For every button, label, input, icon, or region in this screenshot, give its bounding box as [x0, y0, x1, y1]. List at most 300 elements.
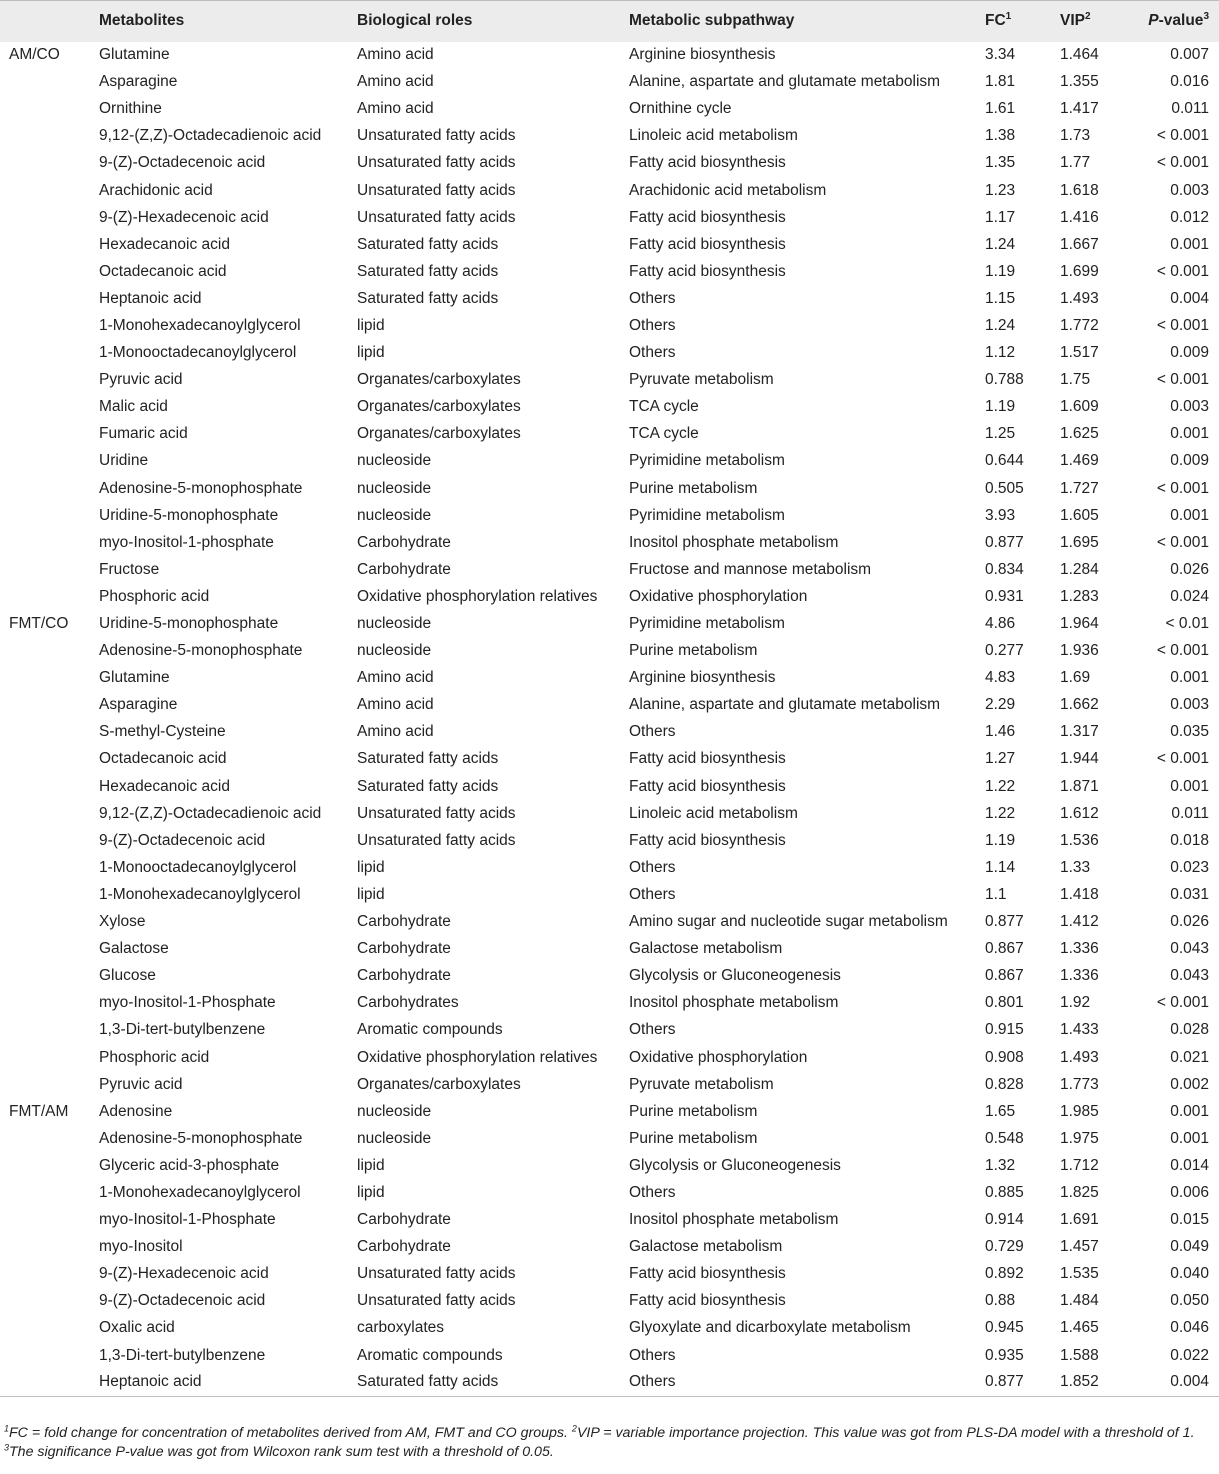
- cell-subpathway: Galactose metabolism: [629, 940, 783, 958]
- cell-subpathway: Galactose metabolism: [629, 1238, 783, 1256]
- cell-biological-role: Amino acid: [357, 100, 434, 118]
- cell-pvalue: 0.043: [1170, 940, 1209, 958]
- cell-biological-role: Oxidative phosphorylation relatives: [357, 587, 598, 605]
- cell-vip: 1.773: [1060, 1075, 1099, 1093]
- cell-fc: 1.24: [985, 235, 1016, 253]
- cell-fc: 3.34: [985, 46, 1016, 64]
- cell-subpathway: Fatty acid biosynthesis: [629, 235, 786, 253]
- cell-vip: 1.605: [1060, 506, 1099, 524]
- cell-vip: 1.536: [1060, 831, 1099, 849]
- cell-subpathway: Others: [629, 344, 676, 362]
- cell-fc: 0.877: [985, 1369, 1060, 1396]
- cell-subpathway: Fatty acid biosynthesis: [629, 208, 786, 226]
- cell-metabolite: Oxalic acid: [99, 1319, 175, 1337]
- cell-metabolite: Asparagine: [99, 73, 178, 91]
- cell-vip: 1.691: [1060, 1211, 1099, 1229]
- cell-pvalue: < 0.001: [1156, 642, 1209, 660]
- cell-fc: 2.29: [985, 696, 1016, 714]
- cell-group: [0, 1125, 99, 1152]
- header-vip-label: VIP: [1060, 12, 1085, 30]
- cell-subpathway: Fructose and mannose metabolism: [629, 560, 872, 578]
- cell-subpathway: Others: [629, 858, 676, 876]
- cell-biological-role: Unsaturated fatty acids: [357, 1292, 516, 1310]
- cell-vip: 1.985: [1060, 1102, 1099, 1120]
- cell-subpathway: TCA cycle: [629, 425, 699, 443]
- cell-group: [0, 204, 99, 231]
- cell-subpathway: Pyrimidine metabolism: [629, 615, 785, 633]
- table-row: [0, 827, 1219, 854]
- header-subpathway: Metabolic subpathway: [629, 1, 985, 42]
- header-p-sup: 3: [1203, 11, 1209, 23]
- cell-subpathway: Fatty acid biosynthesis: [629, 750, 786, 768]
- table-row: [0, 638, 1219, 665]
- cell-vip: 1.77: [1060, 154, 1091, 172]
- cell-group: [0, 312, 99, 339]
- cell-vip: 1.493: [1060, 289, 1099, 307]
- cell-fc: 1.81: [985, 73, 1016, 91]
- cell-group: [0, 177, 99, 204]
- cell-metabolite: 9-(Z)-Hexadecenoic acid: [99, 1265, 269, 1283]
- cell-fc: 1.25: [985, 425, 1016, 443]
- cell-pvalue: < 0.001: [1156, 533, 1209, 551]
- cell-pvalue: 0.043: [1170, 967, 1209, 985]
- cell-group: [0, 827, 99, 854]
- cell-metabolite: Uridine-5-monophosphate: [99, 506, 279, 524]
- cell-group: [0, 231, 99, 258]
- cell-pvalue: 0.001: [1170, 669, 1209, 687]
- cell-metabolite: Fructose: [99, 560, 160, 578]
- cell-subpathway: Linoleic acid metabolism: [629, 127, 798, 145]
- cell-vip: 1.75: [1060, 371, 1091, 389]
- cell-pvalue: 0.011: [1171, 100, 1209, 118]
- cell-fc: 1.19: [985, 262, 1016, 280]
- cell-metabolite: 9,12-(Z,Z)-Octadecadienoic acid: [99, 127, 322, 145]
- cell-metabolite: 1,3-Di-tert-butylbenzene: [99, 1021, 266, 1039]
- cell-fc: 0.644: [985, 452, 1024, 470]
- cell-group: [0, 394, 99, 421]
- cell-biological-role: nucleoside: [357, 615, 432, 633]
- cell-fc: 1.23: [985, 181, 1016, 199]
- cell-subpathway: Fatty acid biosynthesis: [629, 262, 786, 280]
- cell-subpathway: Glycolysis or Gluconeogenesis: [629, 967, 841, 985]
- cell-subpathway: Glycolysis or Gluconeogenesis: [629, 1156, 841, 1174]
- cell-group: [0, 881, 99, 908]
- cell-group: AM/CO: [9, 46, 60, 64]
- cell-group: [0, 1071, 99, 1098]
- cell-biological-role: Carbohydrate: [357, 533, 451, 551]
- cell-metabolite: myo-Inositol: [99, 1238, 183, 1256]
- table-row: [0, 96, 1219, 123]
- cell-biological-role: Organates/carboxylates: [357, 425, 521, 443]
- header-group: [0, 1, 99, 42]
- cell-subpathway: Oxidative phosphorylation: [629, 587, 808, 605]
- cell-group: [0, 909, 99, 936]
- table-row: [0, 529, 1219, 556]
- table-row: [0, 123, 1219, 150]
- cell-subpathway: Others: [629, 289, 676, 307]
- cell-fc: 0.505: [985, 479, 1024, 497]
- cell-biological-role: nucleoside: [357, 452, 432, 470]
- cell-pvalue: 0.016: [1170, 73, 1209, 91]
- cell-subpathway: Oxidative phosphorylation: [629, 1048, 808, 1066]
- cell-biological-role: Unsaturated fatty acids: [357, 181, 516, 199]
- cell-vip: 1.936: [1060, 642, 1099, 660]
- table-row: [0, 990, 1219, 1017]
- table-row: [0, 502, 1219, 529]
- cell-biological-role: lipid: [357, 1156, 385, 1174]
- table-row: [0, 367, 1219, 394]
- cell-metabolite: Phosphoric acid: [99, 1048, 210, 1066]
- cell-group: [0, 150, 99, 177]
- cell-subpathway: Pyruvate metabolism: [629, 1075, 774, 1093]
- cell-biological-role: nucleoside: [357, 506, 432, 524]
- table-row: [0, 1234, 1219, 1261]
- cell-group: [0, 638, 99, 665]
- header-fc: [985, 1, 1060, 42]
- cell-vip: 1.588: [1060, 1346, 1099, 1364]
- table-row: [0, 312, 1219, 339]
- table-row: [0, 1071, 1219, 1098]
- cell-vip: 1.662: [1060, 696, 1099, 714]
- cell-metabolite: Fumaric acid: [99, 425, 188, 443]
- cell-fc: 0.788: [985, 371, 1024, 389]
- cell-group: [0, 1342, 99, 1369]
- cell-pvalue: 0.004: [1170, 289, 1209, 307]
- cell-group: [0, 800, 99, 827]
- cell-metabolite: 1-Monooctadecanoylglycerol: [99, 858, 297, 876]
- cell-biological-role: lipid: [357, 1183, 385, 1201]
- table-row: [0, 394, 1219, 421]
- cell-fc: 1.19: [985, 398, 1016, 416]
- cell-fc: 0.88: [985, 1292, 1016, 1310]
- cell-subpathway: Pyruvate metabolism: [629, 371, 774, 389]
- cell-group: [0, 556, 99, 583]
- cell-metabolite: Uridine: [99, 452, 149, 470]
- cell-metabolite: Pyruvic acid: [99, 1075, 183, 1093]
- cell-metabolite: Glutamine: [99, 669, 170, 687]
- cell-biological-role: Oxidative phosphorylation relatives: [357, 1048, 598, 1066]
- header-p-italic: P: [1148, 12, 1159, 30]
- cell-fc: 1.22: [985, 804, 1016, 822]
- cell-fc: 0.908: [985, 1048, 1024, 1066]
- table-row: [0, 475, 1219, 502]
- cell-fc: 1.61: [985, 100, 1016, 118]
- cell-fc: 3.93: [985, 506, 1016, 524]
- table-row: [0, 231, 1219, 258]
- cell-metabolite: Heptanoic acid: [99, 1369, 357, 1396]
- cell-subpathway: Others: [629, 1183, 676, 1201]
- cell-vip: 1.417: [1060, 100, 1099, 118]
- cell-biological-role: Saturated fatty acids: [357, 777, 499, 795]
- cell-pvalue: 0.001: [1170, 1102, 1209, 1120]
- cell-vip: 1.618: [1060, 181, 1099, 199]
- cell-subpathway: Others: [629, 1346, 676, 1364]
- footnote-sup-1: 1: [4, 1423, 10, 1434]
- cell-subpathway: Fatty acid biosynthesis: [629, 1265, 786, 1283]
- cell-metabolite: Glucose: [99, 967, 156, 985]
- cell-vip: 1.699: [1060, 262, 1099, 280]
- table-row: [0, 1369, 1219, 1396]
- cell-biological-role: Amino acid: [357, 669, 434, 687]
- cell-fc: 1.15: [985, 289, 1016, 307]
- cell-metabolite: myo-Inositol-1-phosphate: [99, 533, 274, 551]
- cell-pvalue: 0.023: [1170, 858, 1209, 876]
- cell-fc: 0.915: [985, 1021, 1024, 1039]
- cell-group: [0, 773, 99, 800]
- cell-group: [0, 69, 99, 96]
- cell-metabolite: Arachidonic acid: [99, 181, 213, 199]
- table-row: [0, 909, 1219, 936]
- cell-subpathway: Others: [629, 885, 676, 903]
- cell-metabolite: 9-(Z)-Hexadecenoic acid: [99, 208, 269, 226]
- table-row: [0, 1261, 1219, 1288]
- table-row: [0, 854, 1219, 881]
- cell-metabolite: Adenosine-5-monophosphate: [99, 1129, 303, 1147]
- table-row: [0, 150, 1219, 177]
- cell-group: [0, 529, 99, 556]
- table-row: [0, 1017, 1219, 1044]
- cell-subpathway: Amino sugar and nucleotide sugar metabolism: [629, 913, 948, 931]
- cell-group: [0, 583, 99, 610]
- table-row: [0, 69, 1219, 96]
- cell-group: [0, 854, 99, 881]
- cell-metabolite: 9-(Z)-Octadecenoic acid: [99, 1292, 266, 1310]
- cell-vip: 1.975: [1060, 1129, 1099, 1147]
- table-row: [0, 1152, 1219, 1179]
- cell-subpathway: Glyoxylate and dicarboxylate metabolism: [629, 1319, 911, 1337]
- cell-metabolite: Uridine-5-monophosphate: [99, 615, 279, 633]
- cell-metabolite: 9-(Z)-Octadecenoic acid: [99, 154, 266, 172]
- cell-pvalue: 0.028: [1170, 1021, 1209, 1039]
- cell-vip: 1.772: [1060, 316, 1099, 334]
- cell-group: [0, 285, 99, 312]
- cell-biological-role: lipid: [357, 858, 385, 876]
- cell-group: FMT/AM: [9, 1102, 69, 1120]
- cell-metabolite: Heptanoic acid: [99, 289, 202, 307]
- cell-metabolite: 1-Monohexadecanoylglycerol: [99, 316, 301, 334]
- cell-biological-role: Carbohydrate: [357, 913, 451, 931]
- cell-pvalue: 0.049: [1170, 1238, 1209, 1256]
- cell-vip: 1.625: [1060, 425, 1099, 443]
- table-row: [0, 800, 1219, 827]
- table-row: [0, 1044, 1219, 1071]
- cell-biological-role: nucleoside: [357, 642, 432, 660]
- cell-vip: 1.283: [1060, 587, 1099, 605]
- cell-vip: 1.416: [1060, 208, 1099, 226]
- table-footnote: [4, 1424, 1196, 1462]
- cell-pvalue: 0.002: [1170, 1075, 1209, 1093]
- cell-pvalue: < 0.001: [1156, 316, 1209, 334]
- cell-fc: 1.27: [985, 750, 1016, 768]
- table-row: [0, 719, 1219, 746]
- cell-metabolite: 1-Monooctadecanoylglycerol: [99, 344, 297, 362]
- cell-subpathway: Arachidonic acid metabolism: [629, 181, 827, 199]
- cell-group: [0, 123, 99, 150]
- cell-metabolite: Octadecanoic acid: [99, 262, 227, 280]
- footnote-text-3: The significance P-value was got from Wilcoxon rank sum test with a threshold of 0.05.: [9, 1444, 554, 1460]
- table-row: [0, 881, 1219, 908]
- cell-fc: 1.24: [985, 316, 1016, 334]
- table-row: [0, 773, 1219, 800]
- table-row: [0, 692, 1219, 719]
- cell-subpathway: Pyrimidine metabolism: [629, 506, 785, 524]
- cell-fc: 0.931: [985, 587, 1024, 605]
- cell-subpathway: Pyrimidine metabolism: [629, 452, 785, 470]
- cell-vip: 1.33: [1060, 858, 1091, 876]
- cell-fc: 0.277: [985, 642, 1024, 660]
- footnote-sup-3: 3: [4, 1442, 10, 1453]
- cell-pvalue: < 0.001: [1156, 994, 1209, 1012]
- cell-pvalue: 0.001: [1170, 425, 1209, 443]
- cell-biological-role: Unsaturated fatty acids: [357, 1265, 516, 1283]
- cell-group: [0, 96, 99, 123]
- cell-subpathway: Inositol phosphate metabolism: [629, 533, 839, 551]
- cell-biological-role: Unsaturated fatty acids: [357, 804, 516, 822]
- cell-group: [0, 963, 99, 990]
- cell-vip: 1.493: [1060, 1048, 1099, 1066]
- cell-fc: 1.12: [985, 344, 1016, 362]
- cell-vip: 1.667: [1060, 235, 1099, 253]
- cell-biological-role: Carbohydrate: [357, 1238, 451, 1256]
- cell-pvalue: 0.004: [1126, 1369, 1219, 1396]
- cell-fc: 0.885: [985, 1183, 1024, 1201]
- cell-subpathway: Arginine biosynthesis: [629, 669, 776, 687]
- cell-fc: 1.17: [985, 208, 1016, 226]
- cell-pvalue: < 0.001: [1156, 479, 1209, 497]
- cell-pvalue: 0.009: [1170, 344, 1209, 362]
- header-vip-sup: 2: [1084, 11, 1091, 23]
- cell-subpathway: Fatty acid biosynthesis: [629, 154, 786, 172]
- cell-pvalue: < 0.001: [1156, 154, 1209, 172]
- cell-vip: 1.284: [1060, 560, 1099, 578]
- table-row: [0, 204, 1219, 231]
- cell-pvalue: < 0.001: [1156, 127, 1209, 145]
- cell-group: [0, 692, 99, 719]
- cell-vip: 1.517: [1060, 344, 1099, 362]
- table-row: [0, 285, 1219, 312]
- cell-biological-role: Carbohydrate: [357, 940, 451, 958]
- cell-biological-role: nucleoside: [357, 479, 432, 497]
- cell-metabolite: 9,12-(Z,Z)-Octadecadienoic acid: [99, 804, 322, 822]
- header-roles: Biological roles: [357, 1, 629, 42]
- cell-fc: 4.83: [985, 669, 1016, 687]
- cell-pvalue: 0.007: [1170, 46, 1209, 64]
- cell-fc: 1.65: [985, 1102, 1016, 1120]
- cell-vip: 1.69: [1060, 669, 1091, 687]
- table-row: [0, 1125, 1219, 1152]
- cell-fc: 0.945: [985, 1319, 1024, 1337]
- cell-fc: 0.729: [985, 1238, 1024, 1256]
- table-row: [0, 963, 1219, 990]
- cell-biological-role: carboxylates: [357, 1319, 445, 1337]
- cell-vip: 1.433: [1060, 1021, 1099, 1039]
- cell-biological-role: Unsaturated fatty acids: [357, 127, 516, 145]
- table-row: [0, 936, 1219, 963]
- cell-subpathway: Arginine biosynthesis: [629, 46, 776, 64]
- cell-pvalue: 0.026: [1170, 913, 1209, 931]
- cell-biological-role: Saturated fatty acids: [357, 289, 499, 307]
- cell-fc: 1.1: [985, 885, 1007, 903]
- cell-vip: 1.944: [1060, 750, 1099, 768]
- cell-biological-role: Aromatic compounds: [357, 1021, 503, 1039]
- table-row: [0, 556, 1219, 583]
- cell-metabolite: Glyceric acid-3-phosphate: [99, 1156, 280, 1174]
- cell-metabolite: 1,3-Di-tert-butylbenzene: [99, 1346, 266, 1364]
- cell-subpathway: Inositol phosphate metabolism: [629, 1211, 839, 1229]
- header-vip: [1060, 1, 1126, 42]
- cell-pvalue: 0.031: [1170, 885, 1209, 903]
- table-row: [0, 746, 1219, 773]
- cell-group: [0, 1234, 99, 1261]
- cell-fc: 4.86: [985, 615, 1016, 633]
- cell-vip: 1.355: [1060, 73, 1099, 91]
- cell-subpathway: Fatty acid biosynthesis: [629, 1292, 786, 1310]
- cell-fc: 1.46: [985, 723, 1016, 741]
- header-row: [0, 1, 1219, 42]
- cell-pvalue: < 0.01: [1165, 615, 1209, 633]
- table-row: [0, 421, 1219, 448]
- cell-metabolite: 9-(Z)-Octadecenoic acid: [99, 831, 266, 849]
- cell-metabolite: Asparagine: [99, 696, 178, 714]
- table-row: [0, 340, 1219, 367]
- cell-fc: 1.14: [985, 858, 1016, 876]
- cell-metabolite: Malic acid: [99, 398, 168, 416]
- cell-pvalue: 0.003: [1170, 398, 1209, 416]
- cell-pvalue: 0.011: [1171, 804, 1209, 822]
- cell-pvalue: 0.021: [1170, 1048, 1209, 1066]
- cell-group: [0, 502, 99, 529]
- cell-group: [0, 746, 99, 773]
- cell-pvalue: 0.035: [1170, 723, 1209, 741]
- cell-biological-role: Unsaturated fatty acids: [357, 208, 516, 226]
- table-row: [0, 1098, 1219, 1125]
- header-fc-label: FC: [985, 12, 1006, 30]
- cell-group: [0, 448, 99, 475]
- cell-biological-role: Organates/carboxylates: [357, 398, 521, 416]
- cell-biological-role: Aromatic compounds: [357, 1346, 503, 1364]
- cell-pvalue: < 0.001: [1156, 371, 1209, 389]
- header-p-rest: -value: [1158, 12, 1204, 30]
- table-row: [0, 1315, 1219, 1342]
- cell-metabolite: Octadecanoic acid: [99, 750, 227, 768]
- cell-group: [0, 475, 99, 502]
- cell-fc: 1.22: [985, 777, 1016, 795]
- cell-vip: 1.612: [1060, 804, 1099, 822]
- cell-pvalue: 0.050: [1170, 1292, 1209, 1310]
- cell-biological-role: lipid: [357, 316, 385, 334]
- cell-metabolite: Adenosine: [99, 1102, 173, 1120]
- cell-group: [0, 1288, 99, 1315]
- cell-biological-role: Amino acid: [357, 73, 434, 91]
- cell-biological-role: lipid: [357, 344, 385, 362]
- cell-metabolite: Xylose: [99, 913, 146, 931]
- cell-subpathway: Purine metabolism: [629, 1129, 758, 1147]
- cell-subpathway: Others: [629, 723, 676, 741]
- cell-pvalue: 0.001: [1170, 777, 1209, 795]
- cell-vip: 1.871: [1060, 777, 1099, 795]
- cell-biological-role: Carbohydrate: [357, 1211, 451, 1229]
- cell-vip: 1.964: [1060, 615, 1099, 633]
- cell-group: [0, 719, 99, 746]
- cell-group: [0, 665, 99, 692]
- cell-fc: 0.801: [985, 994, 1024, 1012]
- table-row: [0, 583, 1219, 610]
- cell-vip: 1.469: [1060, 452, 1099, 470]
- footnote-text-1: FC = fold change for concentration of metabolites derived from AM, FMT and CO groups.: [9, 1425, 572, 1441]
- cell-group: [0, 1152, 99, 1179]
- cell-vip: 1.695: [1060, 533, 1099, 551]
- table-row: [0, 1179, 1219, 1206]
